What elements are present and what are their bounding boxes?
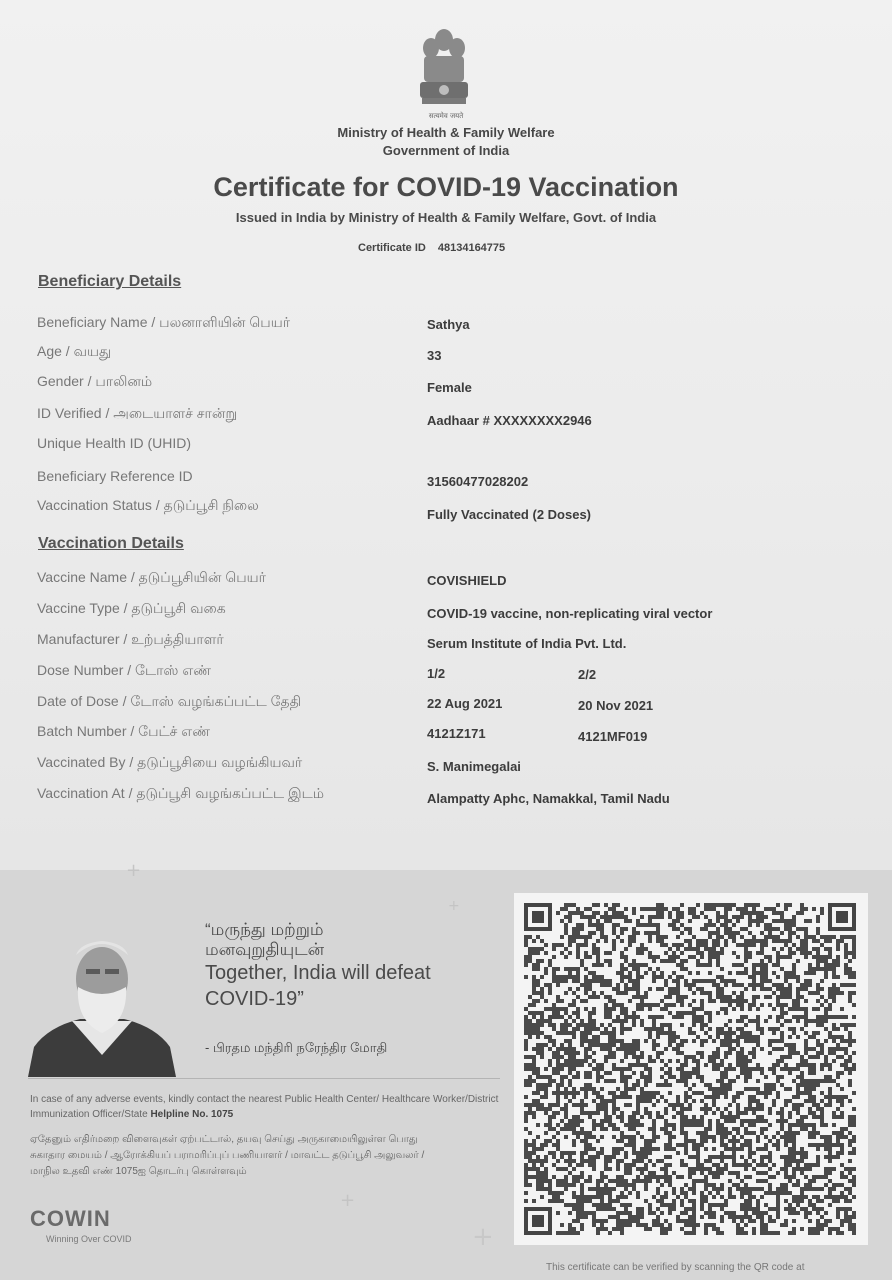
certificate-id-value: 48134164775 [437,242,506,254]
government-line: Government of India [382,143,510,158]
quote-author: - பிரதம மந்திரி நரேந்திர மோதி [205,1040,388,1055]
quote-tamil-line-2: மனவுறுதியுடன் [205,940,325,959]
qr-verification-note: This certificate can be verified by scanning the QR code at [546,1262,805,1273]
ministry-line: Ministry of Health & Family Welfare [337,125,555,140]
cowin-tagline: Winning Over COVID [46,1234,132,1244]
batch-number-value-2: 4121MF019 [578,729,648,744]
quote-english-line-1: Together, India will defeat [205,962,431,984]
beneficiary-reference-label: Beneficiary Reference ID [37,468,193,484]
uhid-label: Unique Health ID (UHID) [37,435,192,451]
vaccinated-by-label: Vaccinated By / தடுப்பூசியை வழங்கியவர் [37,754,303,770]
helpline-text-tamil [30,1132,510,1180]
beneficiary-reference-value: 31560477028202 [427,474,529,489]
ministry-name [0,124,892,160]
vaccination-status-value: Fully Vaccinated (2 Doses) [427,507,592,522]
gender-label: Gender / பாலினம் [37,373,153,389]
helpline-text [30,1092,510,1122]
age-value: 33 [427,348,442,363]
helpline-tamil-line-1: ஏதேனும் எதிர்மறை விளைவுகள் ஏற்பட்டால், தயவு செய்து அருகாமையிலுள்ள பொது [30,1134,418,1145]
vaccination-at-label: Vaccination At / தடுப்பூசி வழங்கப்பட்ட இடம் [37,785,324,801]
helpline-number: Helpline No. 1075 [150,1109,234,1120]
age-label: Age / வயது [37,343,112,359]
quote-english-line-2: COVID-19” [205,988,304,1010]
dose-number-label: Dose Number / டோஸ் எண் [37,662,212,678]
vaccinated-by-value: S. Manimegalai [427,759,521,774]
decorative-plus-icon: + [126,860,142,881]
beneficiary-name-label: Beneficiary Name / பலனாளியின் பெயர் [37,314,291,330]
verification-qr-code [514,893,868,1245]
dose-number-value-2: 2/2 [578,667,597,682]
decorative-plus-icon: + [472,1222,494,1252]
vaccine-type-value: COVID-19 vaccine, non-replicating viral vector [427,606,713,621]
dose-number-value-1: 1/2 [427,666,446,681]
decorative-plus-icon: + [448,898,460,914]
batch-number-label: Batch Number / பேட்ச் எண் [37,723,211,739]
date-of-dose-value-1: 22 Aug 2021 [427,696,503,711]
id-verified-value: Aadhaar # XXXXXXXX2946 [427,413,592,428]
manufacturer-label: Manufacturer / உற்பத்தியாளர் [37,631,224,647]
certificate-id [358,242,505,254]
prime-minister-portrait [28,935,176,1077]
vaccination-at-value: Alampatty Aphc, Namakkal, Tamil Nadu [427,791,670,806]
certificate-title: Certificate for COVID-19 Vaccination [213,172,679,202]
date-of-dose-value-2: 20 Nov 2021 [578,698,654,713]
vaccination-status-label: Vaccination Status / தடுப்பூசி நிலை [37,497,259,513]
vaccine-type-label: Vaccine Type / தடுப்பூசி வகை [37,600,226,616]
quote-tamil-line-1: “மருந்து மற்றும் [205,920,324,939]
date-of-dose-label: Date of Dose / டோஸ் வழங்கப்பட்ட தேதி [37,693,302,709]
beneficiary-details-heading: Beneficiary Details [38,273,182,290]
id-verified-label: ID Verified / அடையாளச் சான்று [37,405,238,421]
manufacturer-value: Serum Institute of India Pvt. Ltd. [427,636,627,651]
qr-code-icon [524,903,858,1235]
beneficiary-name-value: Sathya [427,317,470,332]
batch-number-value-1: 4121Z171 [427,726,486,741]
gender-value: Female [427,380,472,395]
helpline-tamil-line-3: மாநில உதவி எண் 1075ஐ தொடர்பு கொள்ளவும் [30,1166,247,1177]
vaccine-name-value: COVISHIELD [427,573,507,588]
national-emblem-icon [414,26,474,122]
vaccination-details-heading: Vaccination Details [38,535,184,552]
certificate-subtitle: Issued in India by Ministry of Health & Family Welfare, Govt. of India [235,210,657,225]
helpline-text-prefix: In case of any adverse events, kindly contact the nearest Public Health Center/ Healthcare Worker/District Immunization Officer/State [30,1094,499,1120]
certificate-id-label: Certificate ID [358,242,426,254]
cowin-logo: COWIN [30,1206,111,1231]
helpline-tamil-line-2: சுகாதார மையம் / ஆரோக்கியப் பராமரிப்புப் பணியாளர் / மாவட்ட தடுப்பூசி அலுவலர் / [30,1150,425,1161]
footer-divider [28,1078,500,1079]
vaccine-name-label: Vaccine Name / தடுப்பூசியின் பெயர் [37,569,266,585]
pm-quote [205,920,505,1012]
decorative-plus-icon: + [340,1190,356,1211]
emblem-motto: सत्यमेव जयते [428,112,464,120]
